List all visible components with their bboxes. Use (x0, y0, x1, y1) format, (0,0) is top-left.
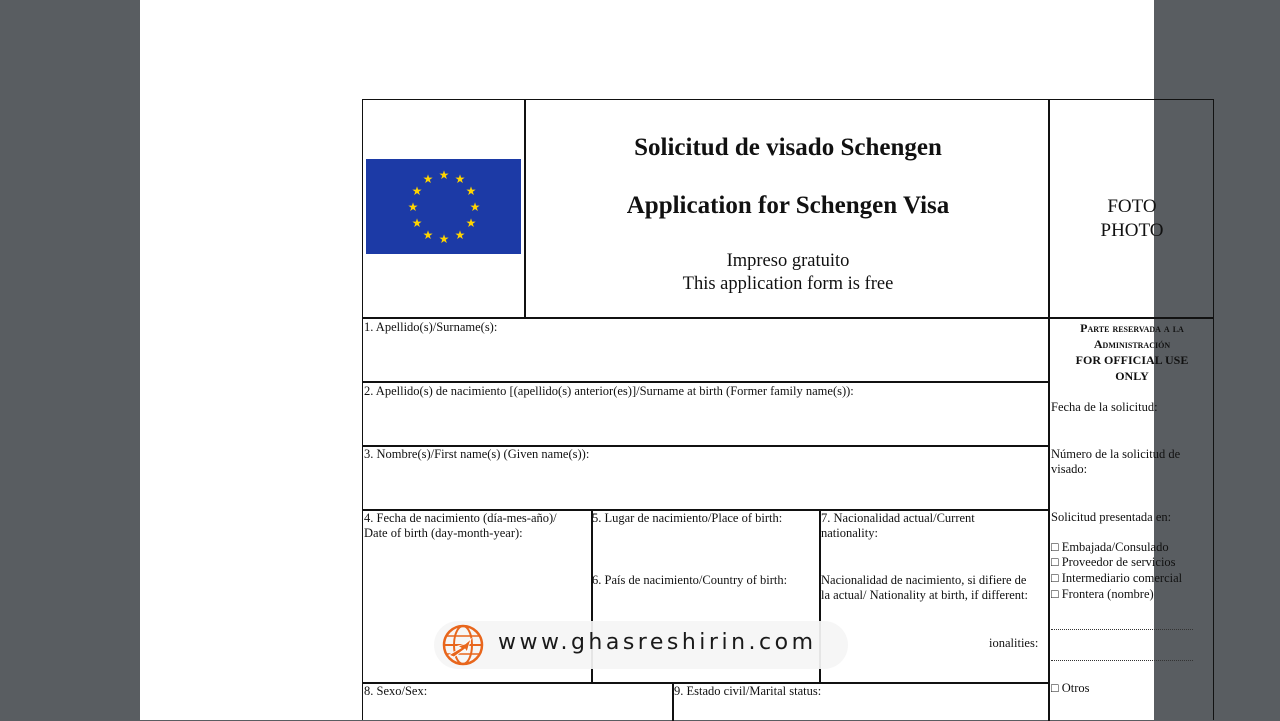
free-notice-spanish: Impreso gratuito (726, 251, 850, 271)
application-number-label: Número de la solicitud de visado: (1051, 447, 1181, 476)
country-of-birth-label: 6. País de nacimiento/Country of birth: (592, 573, 788, 587)
photo-label-en: PHOTO (1100, 220, 1164, 241)
globe-plane-logo-icon (441, 623, 485, 667)
checkbox-icon[interactable]: □ (1051, 555, 1059, 569)
checkbox-icon[interactable]: □ (1051, 587, 1059, 601)
photo-label-es: FOTO (1107, 196, 1157, 217)
surname-label: 1. Apellido(s)/Surname(s): (364, 320, 498, 334)
lodged-at-label: Solicitud presentada en: (1051, 510, 1172, 524)
application-date-label: Fecha de la solicitud: (1051, 400, 1158, 414)
current-nationality-label: 7. Nacionalidad actual/Current nationality: (821, 511, 975, 540)
form-title-english: Application for Schengen Visa (626, 192, 950, 219)
eu-flag-icon: ★ ★ ★ ★ ★ ★ ★ ★ ★ ★ ★ ★ (366, 159, 521, 254)
option-service-provider[interactable]: □ Proveedor de servicios (1051, 555, 1176, 569)
header-bottom-line (363, 317, 1214, 319)
official-use-heading: Parte reservada a la Administración FOR OFFICIAL USE ONLY (1075, 321, 1189, 383)
border-name-dotted-line-2 (1051, 660, 1193, 661)
free-notice-english: This application form is free (682, 274, 894, 294)
checkbox-icon[interactable]: □ (1051, 571, 1059, 585)
border-name-dotted-line (1051, 629, 1193, 630)
watermark-url: www.ghasreshirin.com (498, 630, 817, 655)
place-of-birth-label: 5. Lugar de nacimiento/Place of birth: (592, 511, 783, 525)
other-nationalities-label: ionalities: (989, 636, 1039, 650)
website-watermark (434, 621, 848, 669)
row1-bottom (363, 381, 1049, 383)
form-title-spanish: Solicitud de visado Schengen (634, 134, 942, 161)
photo-box (1050, 195, 1214, 243)
date-of-birth-label: 4. Fecha de nacimiento (día-mes-año)/ Date of birth (day-month-year): (364, 511, 557, 540)
surname-at-birth-label: 2. Apellido(s) de nacimiento [(apellido(s) anterior(es)]/Surname at birth (Former family name(s)): (364, 384, 854, 398)
document-page (140, 0, 1189, 720)
sex-label: 8. Sexo/Sex: (364, 684, 428, 698)
marital-status-label: 9. Estado civil/Marital status: (674, 684, 822, 698)
option-embassy[interactable]: □ Embajada/Consulado (1051, 540, 1169, 554)
checkbox-icon[interactable]: □ (1051, 540, 1059, 554)
option-border[interactable]: □ Frontera (nombre) (1051, 587, 1154, 601)
option-other[interactable]: □ Otros (1051, 681, 1090, 695)
first-name-label: 3. Nombre(s)/First name(s) (Given name(s)): (364, 447, 590, 461)
nationality-at-birth-label: Nacionalidad de nacimiento, si difiere de la actual/ Nationality at birth, if different: (821, 573, 1028, 602)
checkbox-icon[interactable]: □ (1051, 681, 1059, 695)
option-commercial-intermediary[interactable]: □ Intermediario comercial (1051, 571, 1183, 585)
